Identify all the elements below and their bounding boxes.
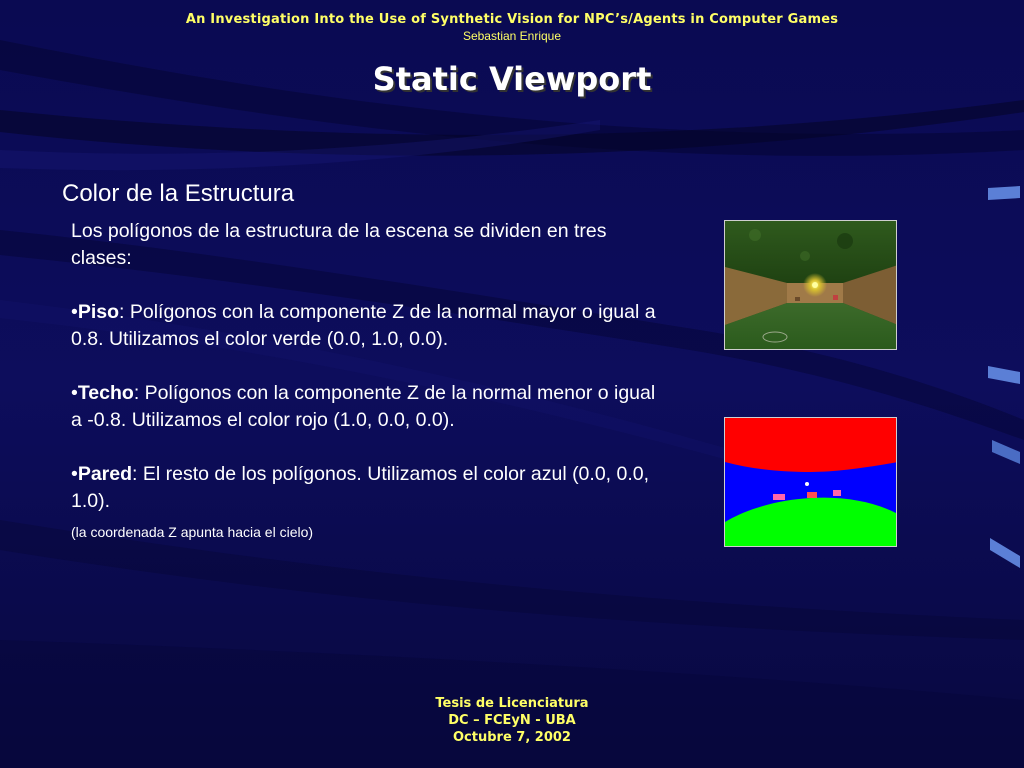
bullet-pared bbox=[71, 461, 671, 515]
thesis-title: An Investigation Into the Use of Synthetic Vision for NPC’s/Agents in Computer Games bbox=[185, 12, 839, 27]
author-name: Sebastian Enrique bbox=[462, 29, 562, 43]
bullet-piso bbox=[71, 299, 671, 353]
rendered-game-view bbox=[725, 221, 897, 350]
slide-title: Static Viewport bbox=[372, 60, 652, 98]
bullet-marker: • bbox=[71, 301, 78, 323]
bullet-text: : Polígonos con la componente Z de la normal mayor o igual a 0.8. Utilizamos el color verde (0.0, 1.0, 0.0). bbox=[71, 301, 656, 350]
footer-date: Octubre 7, 2002 bbox=[453, 730, 571, 745]
footer-institution: DC – FCEyN - UBA bbox=[448, 713, 576, 728]
intro-paragraph: Los polígonos de la estructura de la escena se dividen en tres clases: bbox=[71, 220, 607, 269]
color-coded-structure-view bbox=[725, 418, 897, 547]
slide-content bbox=[71, 218, 671, 541]
bullet-marker: • bbox=[71, 463, 78, 485]
bullet-text: : El resto de los polígonos. Utilizamos el color azul (0.0, 0.0, 1.0). bbox=[71, 463, 650, 512]
bullet-marker: • bbox=[71, 382, 78, 404]
bullet-term: Piso bbox=[77, 301, 120, 323]
rendered-game-view-image bbox=[724, 220, 897, 350]
bullet-techo bbox=[71, 380, 671, 434]
presentation-header bbox=[0, 12, 1024, 43]
bullet-text: : Polígonos con la componente Z de la normal menor o igual a -0.8. Utilizamos el color rojo (1.0, 0.0, 0.0). bbox=[71, 382, 656, 431]
color-coded-view-image bbox=[724, 417, 897, 547]
bullet-term: Pared bbox=[77, 463, 133, 485]
section-heading: Color de la Estructura bbox=[62, 180, 295, 207]
z-axis-note: (la coordenada Z apunta hacia el cielo) bbox=[71, 524, 314, 540]
presentation-footer bbox=[0, 695, 1024, 746]
bullet-term: Techo bbox=[77, 382, 134, 404]
footer-thesis: Tesis de Licenciatura bbox=[435, 696, 589, 711]
